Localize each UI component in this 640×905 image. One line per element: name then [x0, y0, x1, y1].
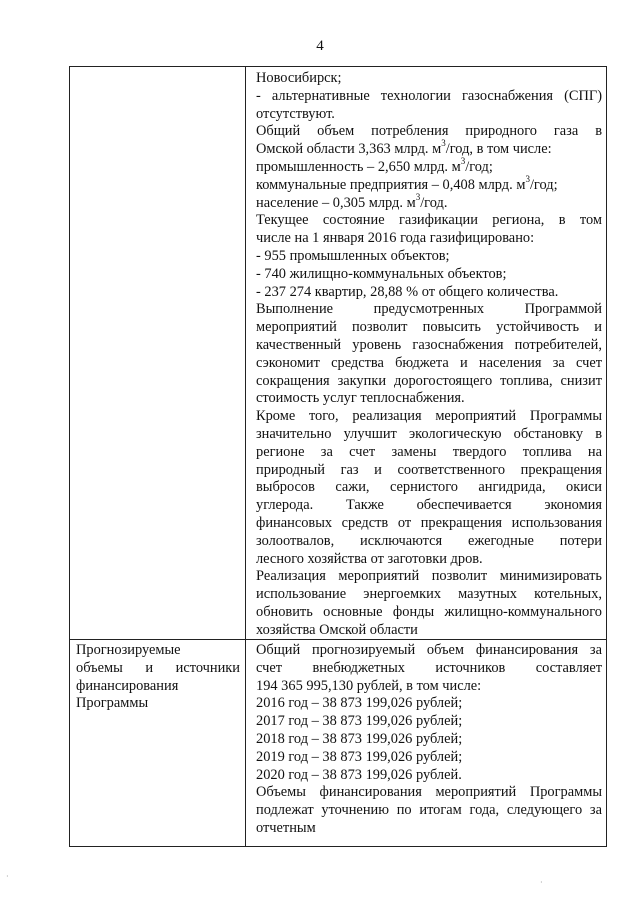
text-line: население – 0,305 млрд. $м^3$/год. [256, 191, 448, 211]
text-line: Текущее состояние газификации региона, в том [256, 212, 602, 229]
text-line: 2016 год – 38 873 199,026 рублей; [256, 695, 463, 712]
text-line: Общий прогнозируемый объем финансирования за [256, 642, 602, 658]
row2-label-cell [76, 642, 240, 713]
text-line: - альтернативные технологии газоснабжения (СПГ) [256, 87, 602, 104]
text-line: мероприятий позволит повысить устойчивость и [256, 319, 602, 336]
text-line: Кроме того, реализация мероприятий Программы [256, 408, 602, 425]
text-line: углерода. Также обеспечивается экономия [256, 497, 602, 514]
text-line: выбросов сажи, сернистого ангидрида, окиси [256, 479, 602, 496]
table-row-gas-supply [69, 66, 607, 640]
text-line: - 955 промышленных объектов; [256, 247, 450, 264]
text-line: Выполнение предусмотренных Программой [256, 301, 602, 318]
text-line: счет внебюджетных источников составляет [256, 659, 602, 676]
text-line: Объемы финансирования мероприятий Программы [256, 784, 602, 801]
text-line: отчетным [256, 819, 316, 836]
scan-mark: · [540, 878, 543, 887]
text-line: использование энергоемких мазутных котельных, [256, 586, 602, 603]
label-line: объемы и источники [76, 659, 240, 676]
text-line: финансовых средств от прекращения использования [256, 514, 602, 531]
text-line: значительно улучшит экологическую обстановку в [256, 425, 602, 442]
text-line: коммунальные предприятия – 0,408 млрд. $м^3$/год; [256, 173, 558, 193]
label-line: Программы [76, 695, 149, 712]
text-line: 2019 год – 38 873 199,026 рублей; [256, 748, 463, 765]
scan-mark: · [6, 872, 9, 881]
text-line: лесного хозяйства от заготовки дров. [256, 550, 483, 567]
text-line: природный газ и соответственного прекращения [256, 461, 602, 478]
text-line: сэкономит средства бюджета и населения за счет [256, 354, 602, 371]
row1-content-cell [256, 70, 602, 640]
text-line: 194 365 995,130 рублей, в том числе: [256, 677, 482, 694]
text-line: 2018 год – 38 873 199,026 рублей; [256, 730, 463, 747]
column-divider [245, 639, 246, 846]
label-line: Прогнозируемые [76, 642, 181, 658]
text-line: хозяйства Омской области [256, 621, 418, 638]
text-line: сокращения закупки дорогостоящего топлива, снизит [256, 372, 602, 389]
text-line: отсутствуют. [256, 105, 335, 122]
text-line: регионе за счет замены твердого топлива на [256, 443, 602, 460]
row2-content-cell [256, 642, 602, 838]
text-line: подлежат уточнению по итогам года, следующего за [256, 802, 602, 819]
column-divider [245, 67, 246, 639]
text-line: Омской области 3,363 млрд. $м^3$/год, в том числе: [256, 138, 552, 158]
text-line: золоотвалов, исключаются ежегодные потери [256, 532, 602, 549]
text-line: Реализация мероприятий позволит минимизировать [256, 568, 602, 585]
text-line: - 237 274 квартир, 28,88 % от общего количества. [256, 283, 559, 300]
text-line: стоимость услуг теплоснабжения. [256, 390, 465, 407]
text-line: числе на 1 января 2016 года газифицировано: [256, 230, 535, 247]
page-number: 4 [316, 38, 324, 54]
text-line: промышленность – 2,650 млрд. $м^3$/год; [256, 156, 493, 175]
table-row-financing [69, 639, 607, 847]
text-line: - 740 жилищно-коммунальных объектов; [256, 265, 507, 282]
text-line: Новосибирск; [256, 70, 342, 86]
text-line: 2020 год – 38 873 199,026 рублей. [256, 766, 462, 783]
text-line: Общий объем потребления природного газа в [256, 123, 602, 140]
label-line: финансирования [76, 677, 179, 694]
text-line: обновить основные фонды жилищно-коммунального [256, 603, 602, 620]
text-line: качественный уровень газоснабжения потребителей, [256, 336, 602, 353]
text-line: 2017 год – 38 873 199,026 рублей; [256, 713, 463, 730]
